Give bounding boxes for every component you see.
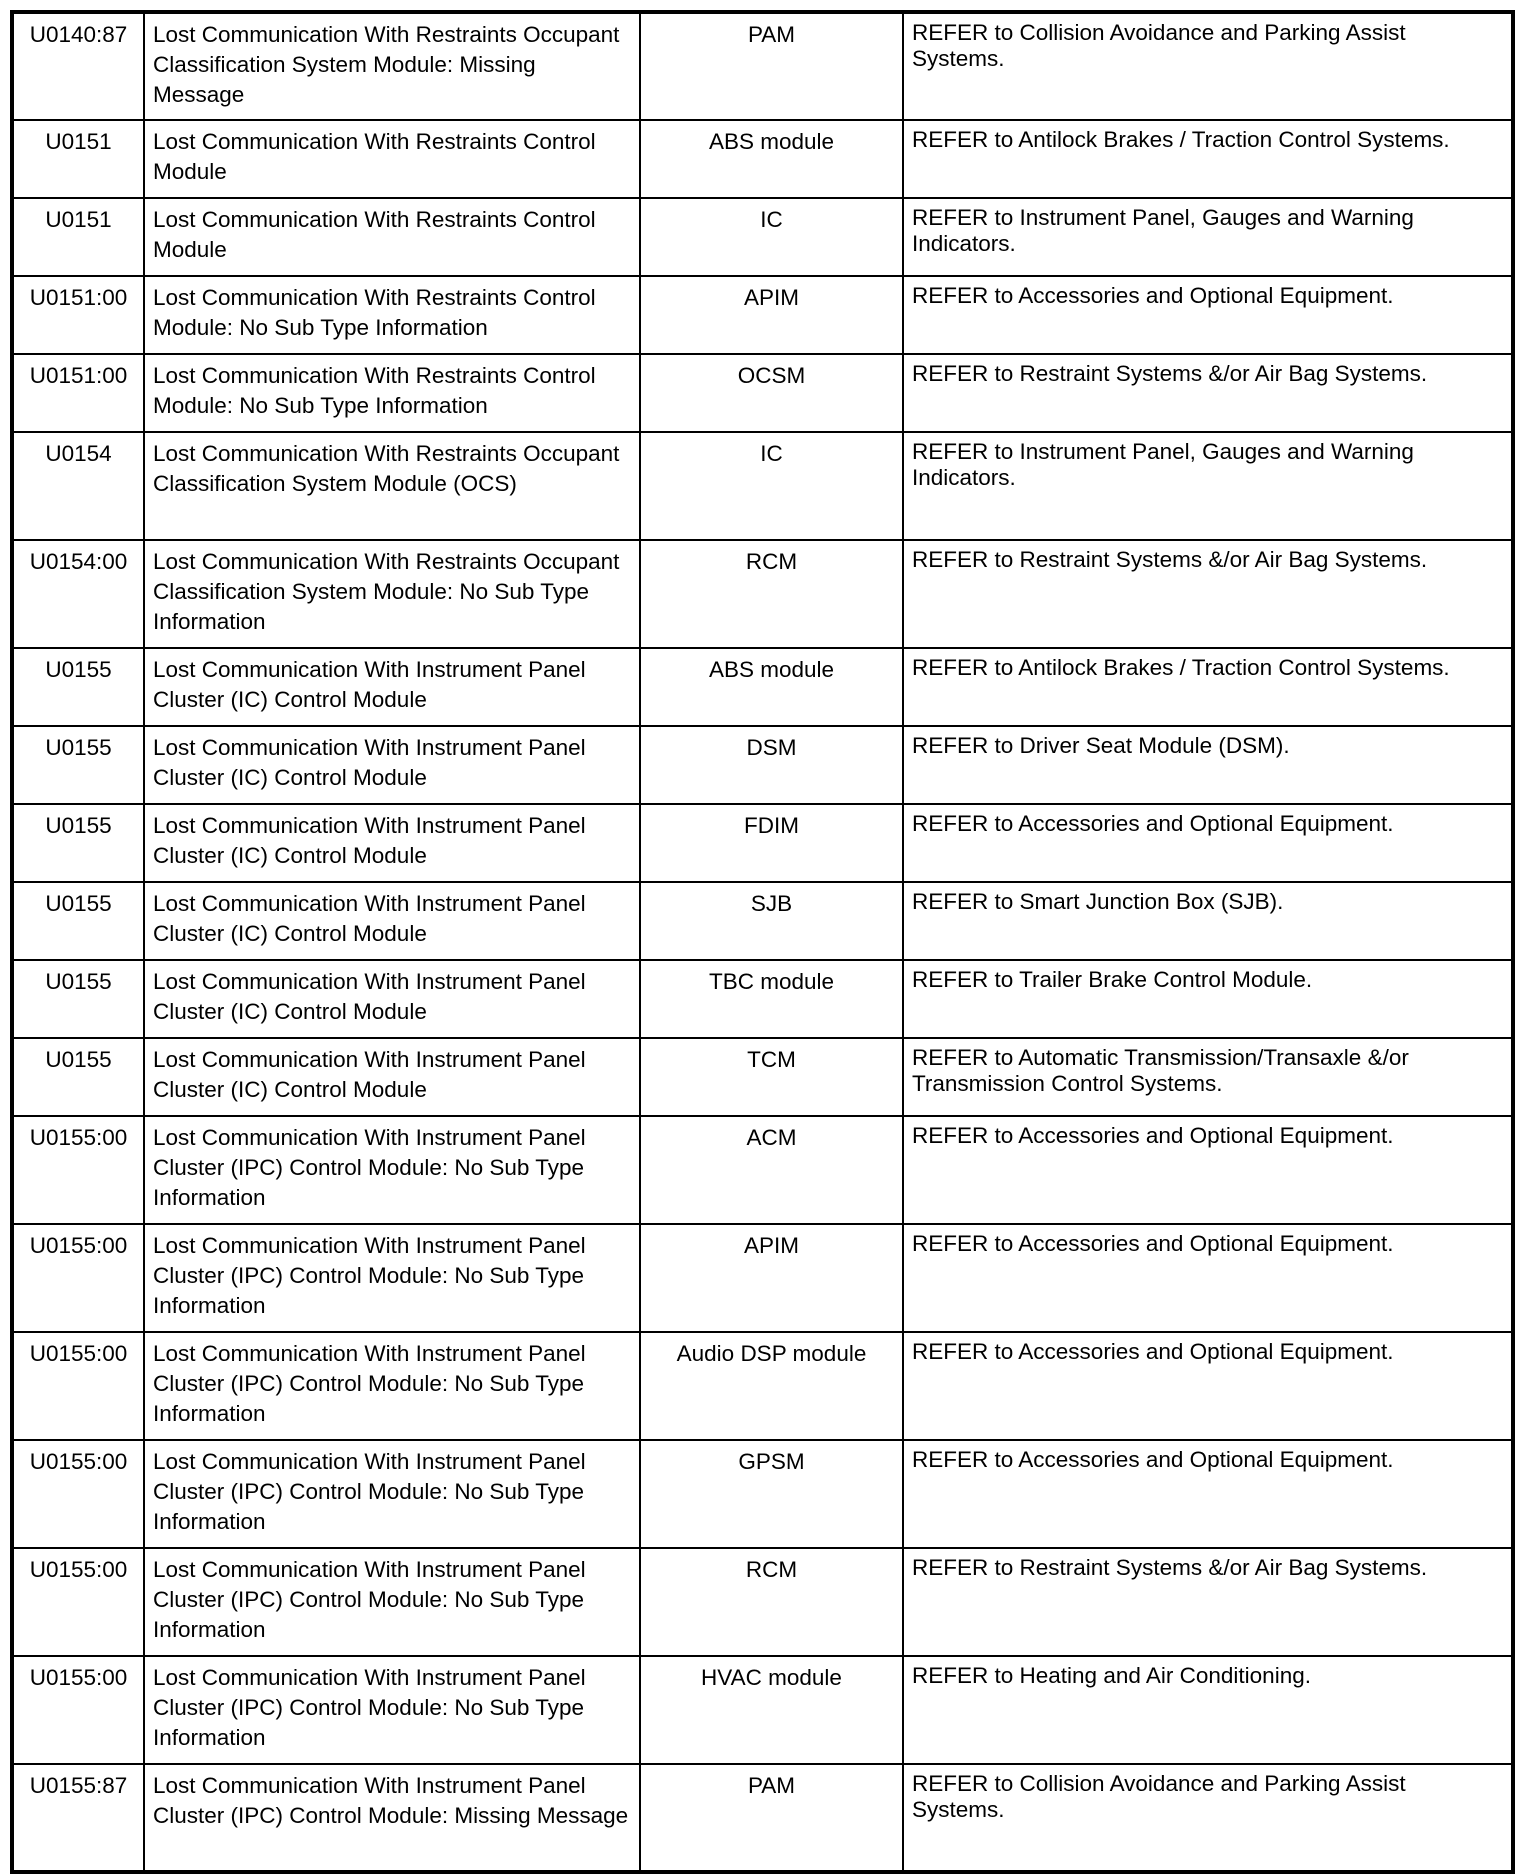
dtc-code-cell: U0151:00 <box>12 354 144 432</box>
dtc-code-cell: U0155:00 <box>12 1548 144 1656</box>
table-row <box>12 120 1513 198</box>
action-cell: REFER to Automatic Transmission/Transaxle &/or Transmission Control Systems. <box>903 1038 1513 1116</box>
table-row <box>12 804 1513 882</box>
action-cell: REFER to Heating and Air Conditioning. <box>903 1656 1513 1764</box>
table-row <box>12 726 1513 804</box>
dtc-code-cell: U0155:00 <box>12 1116 144 1224</box>
dtc-code-cell: U0151 <box>12 120 144 198</box>
module-cell: IC <box>640 432 903 540</box>
description-cell: Lost Communication With Restraints Occupant Classification System Module: No Sub Type Information <box>144 540 640 648</box>
dtc-code-cell: U0155 <box>12 648 144 726</box>
module-cell: HVAC module <box>640 1656 903 1764</box>
module-cell: ABS module <box>640 648 903 726</box>
table-row <box>12 882 1513 960</box>
table-row <box>12 960 1513 1038</box>
module-cell: ABS module <box>640 120 903 198</box>
description-cell: Lost Communication With Instrument Panel Cluster (IPC) Control Module: No Sub Type Information <box>144 1548 640 1656</box>
table-row <box>12 1656 1513 1764</box>
table-row <box>12 198 1513 276</box>
action-cell: REFER to Trailer Brake Control Module. <box>903 960 1513 1038</box>
module-cell: FDIM <box>640 804 903 882</box>
action-cell: REFER to Antilock Brakes / Traction Control Systems. <box>903 120 1513 198</box>
action-cell: REFER to Accessories and Optional Equipment. <box>903 804 1513 882</box>
dtc-code-cell: U0151:00 <box>12 276 144 354</box>
action-cell: REFER to Accessories and Optional Equipment. <box>903 1116 1513 1224</box>
description-cell: Lost Communication With Restraints Control Module: No Sub Type Information <box>144 354 640 432</box>
description-cell: Lost Communication With Instrument Panel Cluster (IC) Control Module <box>144 648 640 726</box>
dtc-table-body <box>12 12 1513 1872</box>
table-row <box>12 1332 1513 1440</box>
module-cell: Audio DSP module <box>640 1332 903 1440</box>
action-cell: REFER to Accessories and Optional Equipment. <box>903 1224 1513 1332</box>
dtc-code-cell: U0155:00 <box>12 1332 144 1440</box>
module-cell: IC <box>640 198 903 276</box>
description-cell: Lost Communication With Restraints Control Module <box>144 198 640 276</box>
dtc-code-cell: U0155 <box>12 726 144 804</box>
table-row <box>12 276 1513 354</box>
table-row <box>12 12 1513 120</box>
table-row <box>12 1038 1513 1116</box>
description-cell: Lost Communication With Restraints Control Module: No Sub Type Information <box>144 276 640 354</box>
description-cell: Lost Communication With Restraints Control Module <box>144 120 640 198</box>
dtc-code-cell: U0155 <box>12 882 144 960</box>
dtc-code-cell: U0154:00 <box>12 540 144 648</box>
dtc-code-cell: U0155 <box>12 960 144 1038</box>
module-cell: PAM <box>640 1764 903 1872</box>
dtc-code-cell: U0155:87 <box>12 1764 144 1872</box>
module-cell: DSM <box>640 726 903 804</box>
dtc-code-cell: U0140:87 <box>12 12 144 120</box>
table-row <box>12 1224 1513 1332</box>
dtc-code-cell: U0154 <box>12 432 144 540</box>
description-cell: Lost Communication With Instrument Panel Cluster (IC) Control Module <box>144 882 640 960</box>
module-cell: RCM <box>640 1548 903 1656</box>
dtc-code-cell: U0155:00 <box>12 1224 144 1332</box>
dtc-code-cell: U0155:00 <box>12 1440 144 1548</box>
module-cell: OCSM <box>640 354 903 432</box>
module-cell: SJB <box>640 882 903 960</box>
description-cell: Lost Communication With Instrument Panel Cluster (IPC) Control Module: No Sub Type Information <box>144 1440 640 1548</box>
action-cell: REFER to Accessories and Optional Equipment. <box>903 276 1513 354</box>
action-cell: REFER to Collision Avoidance and Parking Assist Systems. <box>903 1764 1513 1872</box>
description-cell: Lost Communication With Instrument Panel Cluster (IPC) Control Module: No Sub Type Information <box>144 1224 640 1332</box>
table-row <box>12 540 1513 648</box>
module-cell: PAM <box>640 12 903 120</box>
table-row <box>12 1116 1513 1224</box>
action-cell: REFER to Accessories and Optional Equipment. <box>903 1440 1513 1548</box>
action-cell: REFER to Restraint Systems &/or Air Bag Systems. <box>903 540 1513 648</box>
action-cell: REFER to Collision Avoidance and Parking Assist Systems. <box>903 12 1513 120</box>
action-cell: REFER to Antilock Brakes / Traction Control Systems. <box>903 648 1513 726</box>
action-cell: REFER to Restraint Systems &/or Air Bag Systems. <box>903 354 1513 432</box>
table-row <box>12 432 1513 540</box>
module-cell: RCM <box>640 540 903 648</box>
module-cell: TBC module <box>640 960 903 1038</box>
action-cell: REFER to Accessories and Optional Equipment. <box>903 1332 1513 1440</box>
description-cell: Lost Communication With Instrument Panel Cluster (IPC) Control Module: No Sub Type Information <box>144 1656 640 1764</box>
description-cell: Lost Communication With Instrument Panel Cluster (IPC) Control Module: No Sub Type Information <box>144 1332 640 1440</box>
module-cell: APIM <box>640 1224 903 1332</box>
description-cell: Lost Communication With Instrument Panel Cluster (IC) Control Module <box>144 804 640 882</box>
table-row <box>12 1764 1513 1872</box>
description-cell: Lost Communication With Restraints Occupant Classification System Module (OCS) <box>144 432 640 540</box>
module-cell: ACM <box>640 1116 903 1224</box>
description-cell: Lost Communication With Instrument Panel Cluster (IC) Control Module <box>144 960 640 1038</box>
table-row <box>12 354 1513 432</box>
action-cell: REFER to Restraint Systems &/or Air Bag Systems. <box>903 1548 1513 1656</box>
module-cell: APIM <box>640 276 903 354</box>
dtc-code-cell: U0151 <box>12 198 144 276</box>
description-cell: Lost Communication With Instrument Panel Cluster (IPC) Control Module: Missing Message <box>144 1764 640 1872</box>
action-cell: REFER to Smart Junction Box (SJB). <box>903 882 1513 960</box>
table-row <box>12 648 1513 726</box>
module-cell: TCM <box>640 1038 903 1116</box>
description-cell: Lost Communication With Instrument Panel Cluster (IPC) Control Module: No Sub Type Information <box>144 1116 640 1224</box>
table-row <box>12 1440 1513 1548</box>
description-cell: Lost Communication With Instrument Panel Cluster (IC) Control Module <box>144 1038 640 1116</box>
action-cell: REFER to Instrument Panel, Gauges and Warning Indicators. <box>903 198 1513 276</box>
description-cell: Lost Communication With Restraints Occupant Classification System Module: Missing Message <box>144 12 640 120</box>
table-row <box>12 1548 1513 1656</box>
dtc-code-cell: U0155:00 <box>12 1656 144 1764</box>
dtc-table <box>10 10 1515 1874</box>
action-cell: REFER to Instrument Panel, Gauges and Warning Indicators. <box>903 432 1513 540</box>
module-cell: GPSM <box>640 1440 903 1548</box>
dtc-code-cell: U0155 <box>12 804 144 882</box>
dtc-code-cell: U0155 <box>12 1038 144 1116</box>
description-cell: Lost Communication With Instrument Panel Cluster (IC) Control Module <box>144 726 640 804</box>
action-cell: REFER to Driver Seat Module (DSM). <box>903 726 1513 804</box>
